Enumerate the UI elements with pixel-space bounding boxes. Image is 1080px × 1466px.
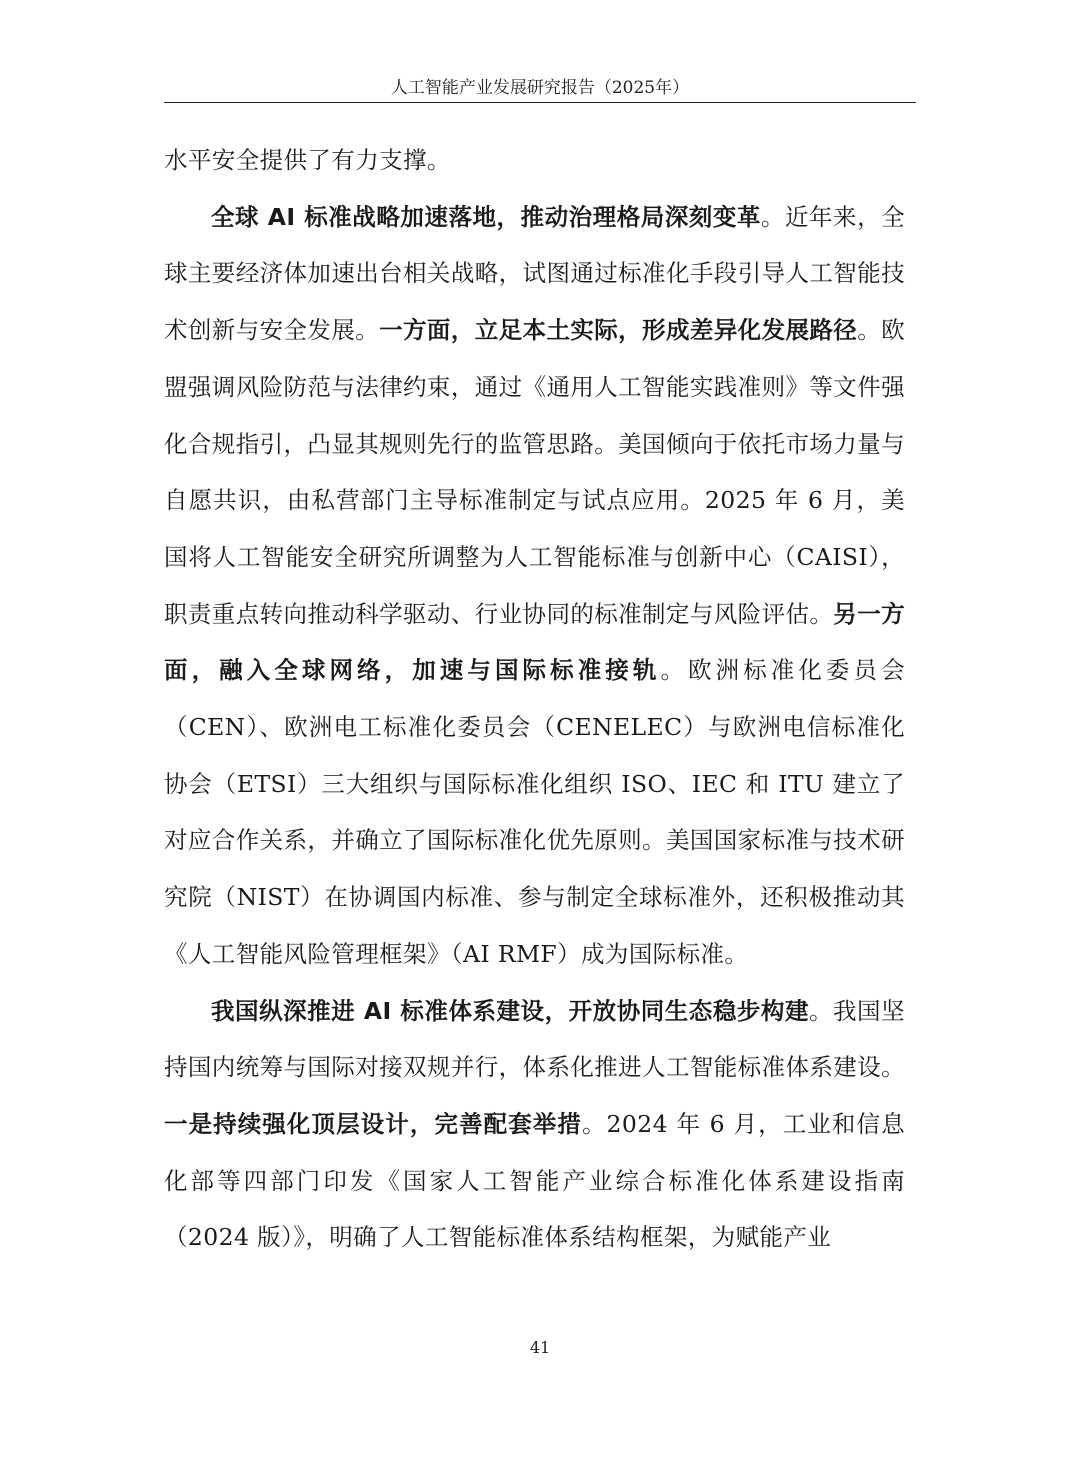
bold-lead: 另一方面，融入全球网络，加速与国际标准接轨	[164, 599, 906, 685]
text-run: 。欧洲标准化委员会（CEN）、欧洲电工标准化委员会（CENELEC）与欧洲电信标准化协会（ETSI）三大组织与国际标准化组织 ISO、IEC 和 ITU 建立了对应合作关系，并确立了国际标准化优先原则。美国国家标准与技术研究院（NIST）在协调国内标准、参与制定全球标准外，还积极推动其《人工智能风险管理框架》（AI RMF）成为国际标准。	[164, 656, 905, 968]
text-run: 。2024 年 6 月，工业和信息化部等四部门印发《国家人工智能产业综合标准化体系建设指南（2024 版）》，明确了人工智能标准体系结构框架，为赋能产业	[164, 1109, 905, 1252]
paragraph	[164, 189, 905, 983]
body-text	[164, 132, 905, 1266]
text-run: 。欧盟强调风险防范与法律约束，通过《通用人工智能实践准则》等文件强化合规指引，凸显其规则先行的监管思路。美国倾向于依托市场力量与自愿共识，由私营部门主导标准制定与试点应用。2025 年 6 月，美国将人工智能安全研究所调整为人工智能标准与创新中心（CAISI），职责重点转向推动科学驱动、行业协同的标准制定与风险评估。	[164, 316, 905, 628]
paragraph	[164, 983, 905, 1267]
header-divider	[164, 102, 916, 103]
bold-lead: 我国纵深推进 AI 标准体系建设，开放协同生态稳步构建	[211, 996, 809, 1025]
paragraph	[164, 132, 905, 189]
text-run: 水平安全提供了有力支撑。	[164, 146, 451, 174]
text-run: 。我国坚持国内统筹与国际对接双规并行，体系化推进人工智能标准体系建设。	[164, 996, 905, 1082]
page-number: 41	[529, 1338, 551, 1357]
bold-lead: 一方面，立足本土实际，形成差异化发展路径	[379, 316, 858, 345]
bold-lead: 一是持续强化顶层设计，完善配套举措	[164, 1109, 582, 1138]
running-header: 人工智能产业发展研究报告（2025年）	[390, 78, 690, 98]
bold-lead: 全球 AI 标准战略加速落地，推动治理格局深刻变革	[211, 202, 761, 231]
text-run: 。近年来，全球主要经济体加速出台相关战略，试图通过标准化手段引导人工智能技术创新与安全发展。	[164, 202, 905, 345]
